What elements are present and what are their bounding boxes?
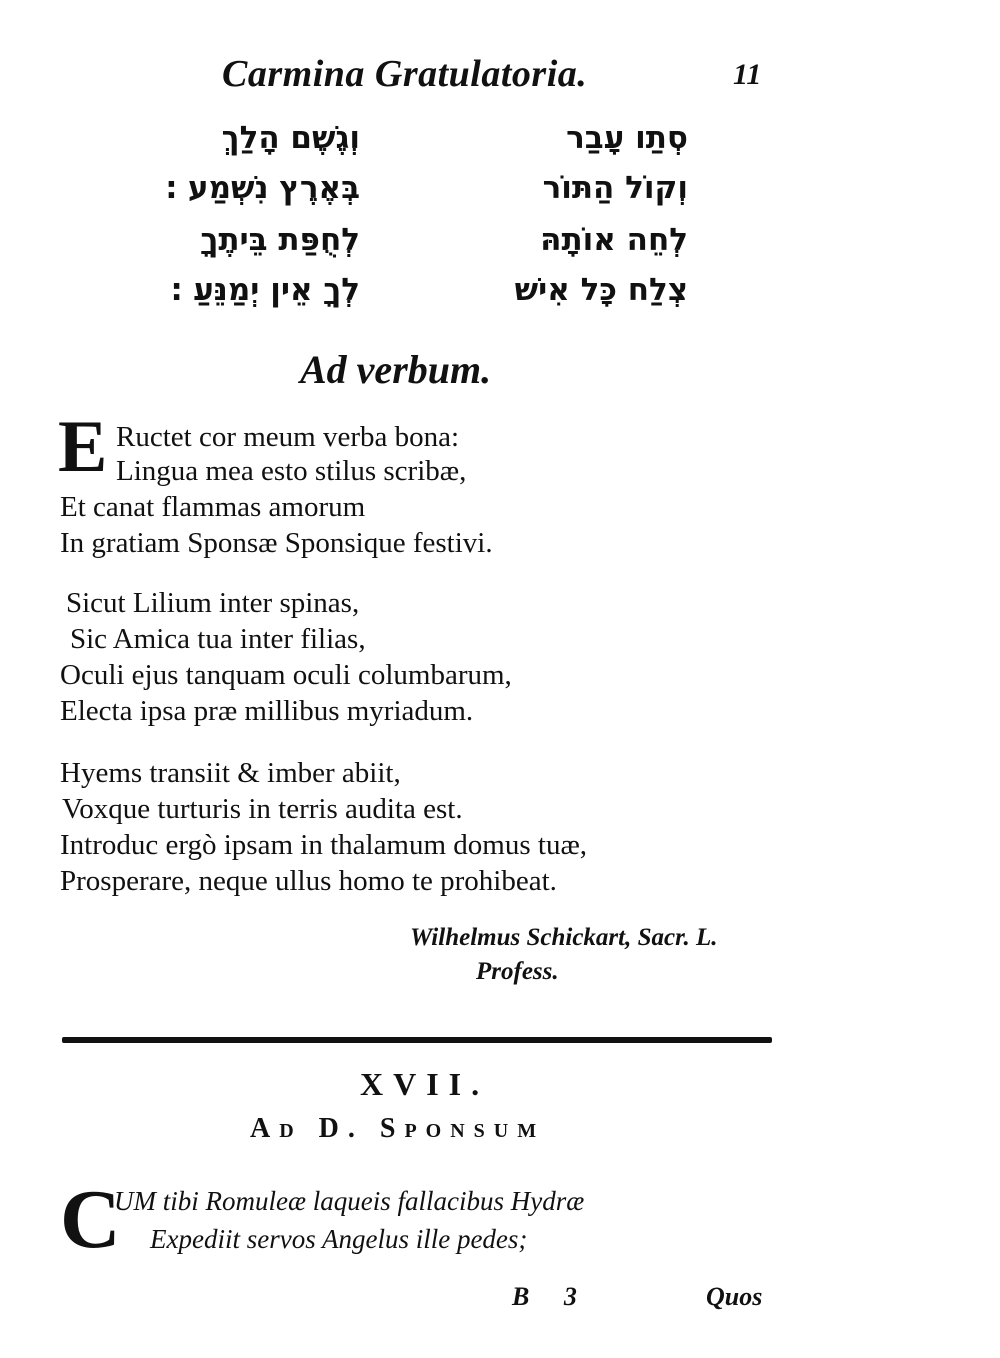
section-heading: Ad verbum.: [300, 347, 492, 392]
hebrew-verse-left: וְגֶשֶׁם הָלַךְ: [221, 120, 360, 156]
drop-cap: E: [58, 406, 108, 488]
verse-line: Hyems transiit & imber abiit,: [60, 757, 401, 789]
hebrew-verse-left: לְחֻפַּת בֵּיתֶךָ: [200, 222, 360, 258]
verse-line: Ructet cor meum verba bona:: [116, 421, 460, 453]
verse-line: Oculi ejus tanquam oculi columbarum,: [60, 659, 512, 691]
section-divider: [62, 1037, 772, 1043]
verse-line: Expediit servos Angelus ille pedes;: [150, 1224, 528, 1254]
page-number: 11: [733, 58, 762, 91]
poem-number: XVII.: [360, 1066, 490, 1102]
author-signature: Wilhelmus Schickart, Sacr. L.: [410, 924, 718, 951]
printer-signature-mark: B 3: [512, 1282, 591, 1311]
verse-line: Introduc ergò ipsam in thalamum domus tuæ,: [60, 829, 588, 861]
poem-dedication: Ad D. Sponsum: [250, 1113, 546, 1144]
verse-line: Prosperare, neque ullus homo te prohibeat.: [60, 865, 557, 897]
verse-line: Sic Amica tua inter filias,: [70, 623, 366, 655]
hebrew-verse-left: בְּאֶרֶץ נִשְׁמַע ׃: [165, 170, 360, 206]
verse-line: UM tibi Romuleæ laqueis fallacibus Hydræ: [114, 1186, 585, 1216]
verse-line: Sicut Lilium inter spinas,: [66, 587, 360, 619]
hebrew-verse-right: לְחֵה אוֹתָהּ: [540, 222, 688, 258]
verse-line: Voxque turturis in terris audita est.: [62, 793, 463, 825]
hebrew-verse-right: וְקוֹל הַתּוֹר: [542, 170, 688, 206]
hebrew-verse-left: לְךָ אֵין יְמַנֵּעַ ׃: [170, 272, 360, 308]
verse-line: Et canat flammas amorum: [60, 491, 366, 523]
hebrew-verse-right: צְלַח כָּל אִישׁ: [514, 272, 688, 308]
verse-line: Lingua mea esto stilus scribæ,: [116, 455, 467, 487]
verse-line: Electa ipsa præ millibus myriadum.: [60, 695, 474, 727]
hebrew-verse-right: סְתַו עָבַר: [566, 120, 688, 156]
running-title: Carmina Gratulatoria.: [222, 53, 588, 95]
verse-line: In gratiam Sponsæ Sponsique festivi.: [60, 527, 493, 559]
catchword: Quos: [706, 1282, 763, 1311]
author-title: Profess.: [476, 958, 559, 985]
drop-cap: C: [60, 1173, 121, 1266]
